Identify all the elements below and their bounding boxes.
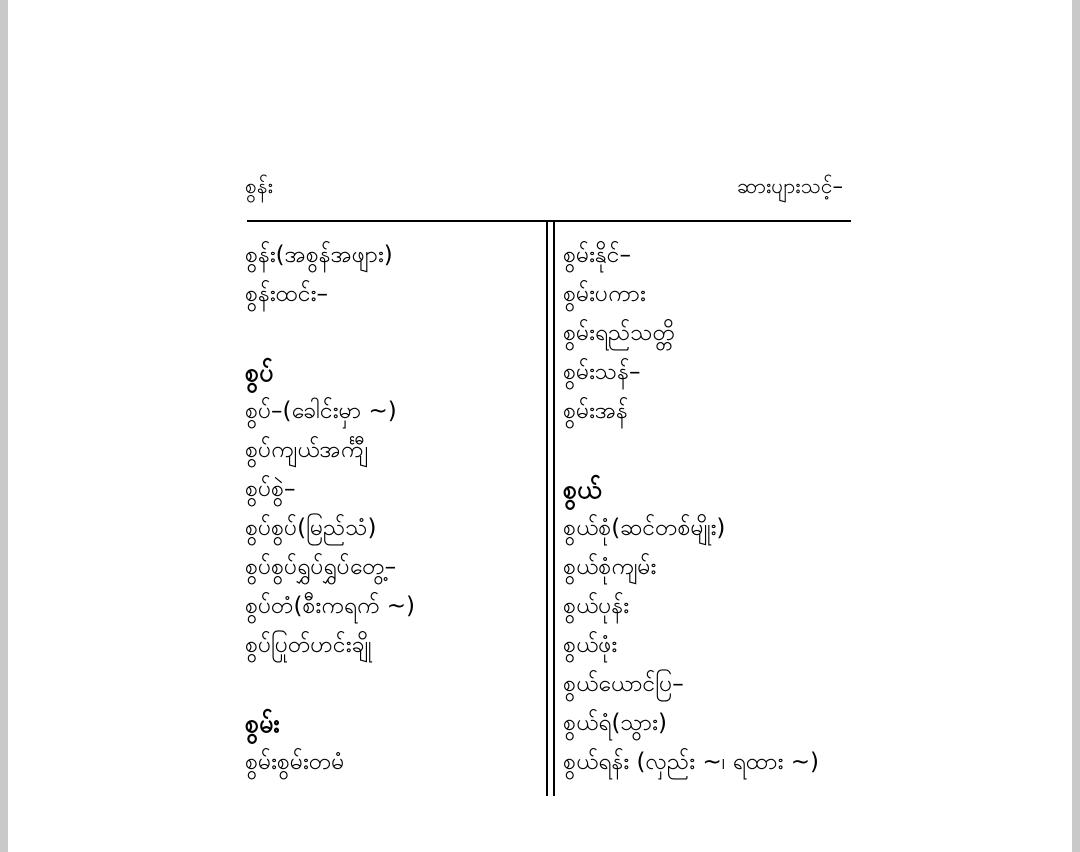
column-divider-line [553,220,555,796]
list-item: စွပ်စွပ်ရွှပ်ရွှပ်တွေ့– [245,554,397,580]
list-item: စွယ်ပုန်း [563,593,630,619]
list-item: စွမ်းအန် [563,398,628,424]
list-item: စွယ်ရံ(သွား) [563,710,667,736]
running-head-left: စွန်း [245,174,274,198]
running-head-right: ဆားပျားသင့်– [737,174,843,198]
list-item: စွပ်စွဲ– [245,476,296,502]
list-item: စွန်း(အစွန်အဖျား) [245,242,393,268]
section-gap [245,665,535,704]
list-item: စွယ်ရန်း (လှည်း ~၊ ရထား ~) [563,749,819,775]
list-item: စွမ်းပကား [563,281,646,307]
header-rule [247,220,851,222]
right-column [563,236,853,782]
section-heading: စွမ်း [245,709,280,738]
list-item: စွယ်ယောင်ပြ– [563,671,684,697]
section-heading: စွပ် [245,358,274,387]
dictionary-page [8,0,1072,852]
list-item: စွမ်းနိုင်– [563,242,632,268]
section-gap [245,314,535,353]
left-column [245,236,535,782]
list-item: စွပ်စွပ်(မြည်သံ) [245,515,377,541]
list-item: စွယ်စုံ(ဆင်တစ်မျိုး) [563,515,726,541]
list-item: စွပ်ပြုတ်ဟင်းချို [245,632,372,658]
list-item: စွပ်–(ခေါင်းမှာ ~) [245,398,397,424]
section-heading: စွယ် [563,475,602,504]
list-item: စွမ်းရည်သတ္တိ [563,320,675,346]
column-divider-line [546,220,548,796]
section-gap [563,431,853,470]
list-item: စွမ်းစွမ်းတမံ [245,749,345,775]
list-item: စွမ်းသန်– [563,359,641,385]
list-item: စွယ်ဖုံး [563,632,618,658]
list-item: စွန်းထင်း– [245,281,329,307]
list-item: စွပ်ကျယ်အင်္ကျီ [245,437,369,463]
list-item: စွပ်တံ(စီးကရက် ~) [245,593,415,619]
list-item: စွယ်စုံကျမ်း [563,554,657,580]
